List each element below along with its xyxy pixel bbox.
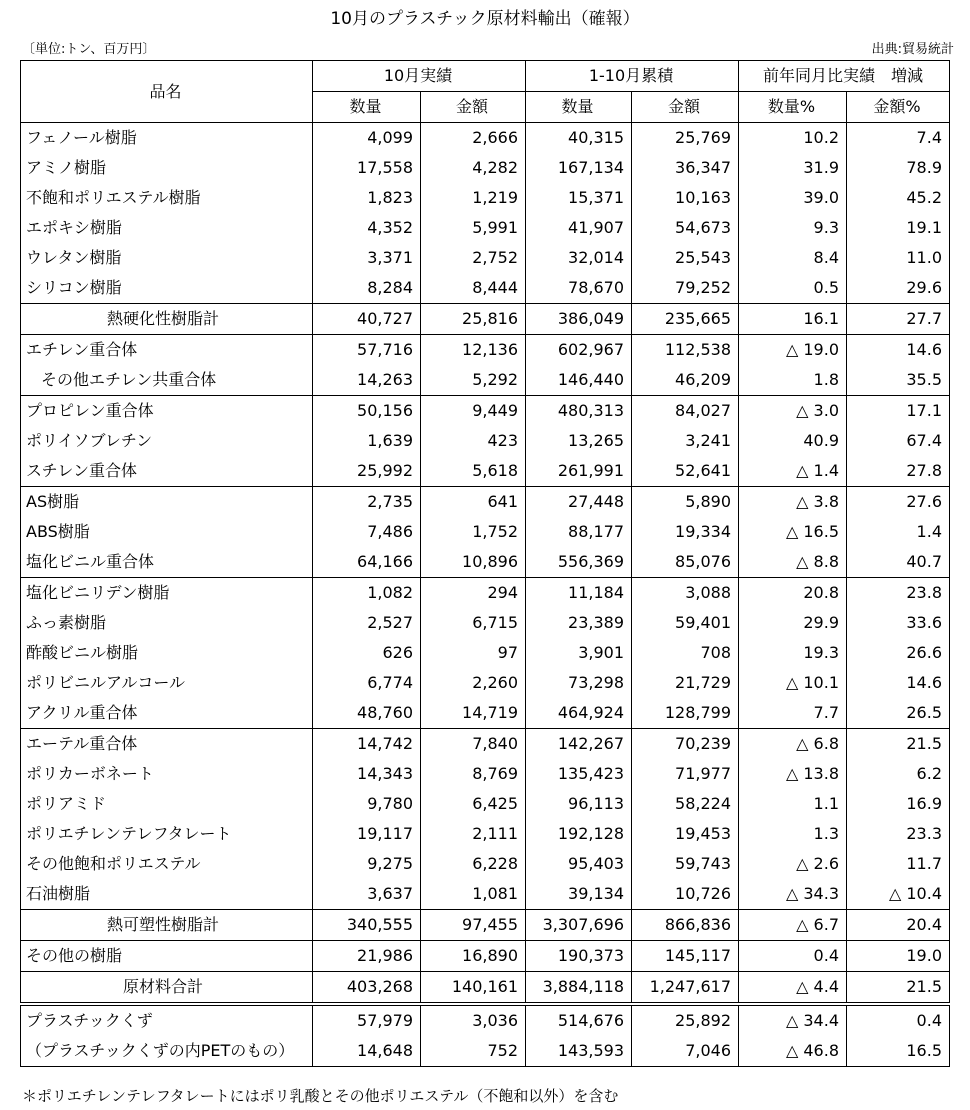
row-name: エポキシ樹脂 (21, 213, 313, 243)
cell-ap: 29.6 (847, 273, 950, 304)
cell-ac: 46,209 (632, 365, 739, 396)
cell-ap: 27.6 (847, 487, 950, 518)
table-row (21, 273, 950, 304)
cell-ap: 35.5 (847, 365, 950, 396)
header-october: 10月実績 (313, 61, 526, 92)
table-row (21, 487, 950, 518)
row-name: エーテル重合体 (21, 729, 313, 760)
cell-q10: 40,727 (313, 304, 421, 335)
cell-qp: 0.4 (739, 941, 847, 972)
header-amt-october: 金額 (421, 92, 526, 123)
cell-qp: 19.3 (739, 638, 847, 668)
cell-ac: 54,673 (632, 213, 739, 243)
cell-a10: 1,081 (421, 879, 526, 910)
cell-q10: 626 (313, 638, 421, 668)
cell-ap: 17.1 (847, 396, 950, 427)
cell-q10: 19,117 (313, 819, 421, 849)
cell-q10: 64,166 (313, 547, 421, 578)
cell-ac: 19,453 (632, 819, 739, 849)
header-qty-october: 数量 (313, 92, 421, 123)
cell-ac: 10,726 (632, 879, 739, 910)
cell-a10: 294 (421, 578, 526, 609)
cell-q10: 2,735 (313, 487, 421, 518)
cell-a10: 4,282 (421, 153, 526, 183)
cell-q10: 57,979 (313, 1004, 421, 1036)
table-row (21, 335, 950, 366)
table-row (21, 183, 950, 213)
cell-qc: 514,676 (526, 1004, 632, 1036)
cell-a10: 1,752 (421, 517, 526, 547)
cell-qc: 480,313 (526, 396, 632, 427)
cell-ap: △ 10.4 (847, 879, 950, 910)
cell-a10: 3,036 (421, 1004, 526, 1036)
cell-ac: 128,799 (632, 698, 739, 729)
cell-ap: 26.6 (847, 638, 950, 668)
cell-ap: 6.2 (847, 759, 950, 789)
cell-a10: 8,769 (421, 759, 526, 789)
row-name: 熱硬化性樹脂計 (21, 304, 313, 335)
cell-a10: 97,455 (421, 910, 526, 941)
row-name: その他エチレン共重合体 (21, 365, 313, 396)
table-row (21, 456, 950, 487)
cell-qc: 142,267 (526, 729, 632, 760)
cell-a10: 6,715 (421, 608, 526, 638)
cell-ap: 14.6 (847, 668, 950, 698)
cell-ac: 59,743 (632, 849, 739, 879)
row-name: スチレン重合体 (21, 456, 313, 487)
row-name: エチレン重合体 (21, 335, 313, 366)
cell-qc: 39,134 (526, 879, 632, 910)
cell-qp: △ 8.8 (739, 547, 847, 578)
table-row (21, 729, 950, 760)
cell-ap: 11.7 (847, 849, 950, 879)
row-name: ポリビニルアルコール (21, 668, 313, 698)
header-amt-cumulative: 金額 (632, 92, 739, 123)
row-name: AS樹脂 (21, 487, 313, 518)
cell-a10: 641 (421, 487, 526, 518)
table-row (21, 547, 950, 578)
header-cumulative: 1-10月累積 (526, 61, 739, 92)
cell-ac: 112,538 (632, 335, 739, 366)
cell-q10: 7,486 (313, 517, 421, 547)
cell-qp: △ 13.8 (739, 759, 847, 789)
cell-a10: 97 (421, 638, 526, 668)
cell-qp: △ 3.0 (739, 396, 847, 427)
row-name: ウレタン樹脂 (21, 243, 313, 273)
cell-q10: 50,156 (313, 396, 421, 427)
cell-ap: 26.5 (847, 698, 950, 729)
table-row (21, 849, 950, 879)
cell-ac: 70,239 (632, 729, 739, 760)
cell-qc: 41,907 (526, 213, 632, 243)
cell-ac: 84,027 (632, 396, 739, 427)
cell-ap: 45.2 (847, 183, 950, 213)
cell-q10: 25,992 (313, 456, 421, 487)
row-name: その他飽和ポリエステル (21, 849, 313, 879)
cell-qc: 11,184 (526, 578, 632, 609)
table-row (21, 608, 950, 638)
table-row (21, 668, 950, 698)
cell-a10: 6,425 (421, 789, 526, 819)
cell-q10: 1,823 (313, 183, 421, 213)
table-row (21, 910, 950, 941)
cell-a10: 423 (421, 426, 526, 456)
cell-qc: 556,369 (526, 547, 632, 578)
cell-q10: 48,760 (313, 698, 421, 729)
cell-a10: 752 (421, 1036, 526, 1067)
cell-ap: 21.5 (847, 972, 950, 1005)
cell-qc: 23,389 (526, 608, 632, 638)
cell-q10: 340,555 (313, 910, 421, 941)
cell-qc: 96,113 (526, 789, 632, 819)
cell-qc: 13,265 (526, 426, 632, 456)
cell-a10: 2,752 (421, 243, 526, 273)
cell-ap: 20.4 (847, 910, 950, 941)
cell-a10: 16,890 (421, 941, 526, 972)
cell-ap: 11.0 (847, 243, 950, 273)
table-row (21, 819, 950, 849)
cell-ap: 67.4 (847, 426, 950, 456)
table-row (21, 941, 950, 972)
cell-ap: 19.0 (847, 941, 950, 972)
row-name: 石油樹脂 (21, 879, 313, 910)
row-name: アミノ樹脂 (21, 153, 313, 183)
row-name: ABS樹脂 (21, 517, 313, 547)
cell-qp: △ 6.8 (739, 729, 847, 760)
cell-ap: 19.1 (847, 213, 950, 243)
cell-qp: △ 34.3 (739, 879, 847, 910)
row-name: ポリイソブレチン (21, 426, 313, 456)
table-row (21, 578, 950, 609)
cell-q10: 14,263 (313, 365, 421, 396)
row-name: ふっ素樹脂 (21, 608, 313, 638)
table-row (21, 972, 950, 1005)
cell-ap: 23.3 (847, 819, 950, 849)
table-row (21, 789, 950, 819)
row-name: ポリカーボネート (21, 759, 313, 789)
source-label: 出典:貿易統計 (871, 42, 954, 57)
cell-q10: 9,780 (313, 789, 421, 819)
cell-ac: 10,163 (632, 183, 739, 213)
cell-q10: 1,639 (313, 426, 421, 456)
cell-ap: 27.8 (847, 456, 950, 487)
cell-a10: 140,161 (421, 972, 526, 1005)
cell-ac: 235,665 (632, 304, 739, 335)
cell-a10: 8,444 (421, 273, 526, 304)
cell-ap: 21.5 (847, 729, 950, 760)
table-row (21, 396, 950, 427)
cell-ap: 23.8 (847, 578, 950, 609)
cell-ac: 59,401 (632, 608, 739, 638)
cell-a10: 10,896 (421, 547, 526, 578)
row-name: 酢酸ビニル樹脂 (21, 638, 313, 668)
cell-qp: 1.3 (739, 819, 847, 849)
cell-q10: 6,774 (313, 668, 421, 698)
table-row (21, 1004, 950, 1036)
cell-q10: 17,558 (313, 153, 421, 183)
cell-qp: △ 10.1 (739, 668, 847, 698)
table-row (21, 243, 950, 273)
cell-qp: 1.1 (739, 789, 847, 819)
cell-qc: 40,315 (526, 123, 632, 154)
cell-qp: △ 34.4 (739, 1004, 847, 1036)
cell-ac: 71,977 (632, 759, 739, 789)
table-row (21, 123, 950, 154)
cell-qp: 20.8 (739, 578, 847, 609)
cell-qc: 78,670 (526, 273, 632, 304)
cell-qp: △ 3.8 (739, 487, 847, 518)
cell-a10: 14,719 (421, 698, 526, 729)
cell-a10: 5,991 (421, 213, 526, 243)
cell-qc: 261,991 (526, 456, 632, 487)
row-name: その他の樹脂 (21, 941, 313, 972)
cell-qp: 31.9 (739, 153, 847, 183)
cell-a10: 25,816 (421, 304, 526, 335)
cell-ap: 16.5 (847, 1036, 950, 1067)
row-name: プロピレン重合体 (21, 396, 313, 427)
cell-qp: 29.9 (739, 608, 847, 638)
cell-a10: 9,449 (421, 396, 526, 427)
table-row (21, 638, 950, 668)
cell-ac: 36,347 (632, 153, 739, 183)
cell-q10: 3,371 (313, 243, 421, 273)
cell-ap: 1.4 (847, 517, 950, 547)
cell-ac: 25,543 (632, 243, 739, 273)
cell-ac: 25,892 (632, 1004, 739, 1036)
cell-qp: △ 46.8 (739, 1036, 847, 1067)
cell-ap: 16.9 (847, 789, 950, 819)
cell-qc: 3,884,118 (526, 972, 632, 1005)
footnote: ＊ポリエチレンテレフタレートにはポリ乳酸とその他ポリエステル（不飽和以外）を含む (22, 1087, 619, 1105)
row-name: ポリエチレンテレフタレート (21, 819, 313, 849)
cell-ac: 85,076 (632, 547, 739, 578)
cell-qc: 386,049 (526, 304, 632, 335)
cell-qp: 16.1 (739, 304, 847, 335)
cell-q10: 14,343 (313, 759, 421, 789)
cell-qc: 146,440 (526, 365, 632, 396)
cell-qc: 3,901 (526, 638, 632, 668)
cell-ac: 19,334 (632, 517, 739, 547)
cell-qc: 143,593 (526, 1036, 632, 1067)
cell-qp: 40.9 (739, 426, 847, 456)
cell-qc: 167,134 (526, 153, 632, 183)
cell-a10: 2,111 (421, 819, 526, 849)
cell-q10: 57,716 (313, 335, 421, 366)
row-name: 塩化ビニリデン樹脂 (21, 578, 313, 609)
cell-qp: 39.0 (739, 183, 847, 213)
cell-a10: 12,136 (421, 335, 526, 366)
row-name: アクリル重合体 (21, 698, 313, 729)
cell-q10: 403,268 (313, 972, 421, 1005)
cell-qp: △ 16.5 (739, 517, 847, 547)
table-row (21, 517, 950, 547)
cell-qc: 3,307,696 (526, 910, 632, 941)
row-name: フェノール樹脂 (21, 123, 313, 154)
header-name: 品名 (21, 61, 313, 123)
table-row (21, 759, 950, 789)
row-name: プラスチックくず (21, 1004, 313, 1036)
header-qty-pct: 数量% (739, 92, 847, 123)
cell-ap: 14.6 (847, 335, 950, 366)
table-row (21, 213, 950, 243)
cell-q10: 21,986 (313, 941, 421, 972)
cell-ac: 5,890 (632, 487, 739, 518)
cell-qp: 8.4 (739, 243, 847, 273)
cell-qp: 9.3 (739, 213, 847, 243)
row-name: 塩化ビニル重合体 (21, 547, 313, 578)
cell-a10: 5,618 (421, 456, 526, 487)
cell-qc: 27,448 (526, 487, 632, 518)
cell-qp: 7.7 (739, 698, 847, 729)
page-title: 10月のプラスチック原材料輸出（確報） (330, 9, 640, 29)
cell-qc: 602,967 (526, 335, 632, 366)
cell-q10: 9,275 (313, 849, 421, 879)
cell-a10: 5,292 (421, 365, 526, 396)
cell-ac: 3,241 (632, 426, 739, 456)
cell-ac: 1,247,617 (632, 972, 739, 1005)
cell-a10: 6,228 (421, 849, 526, 879)
cell-ap: 33.6 (847, 608, 950, 638)
cell-qp: △ 6.7 (739, 910, 847, 941)
cell-a10: 1,219 (421, 183, 526, 213)
cell-qp: △ 19.0 (739, 335, 847, 366)
cell-ap: 78.9 (847, 153, 950, 183)
cell-ac: 708 (632, 638, 739, 668)
cell-qp: 10.2 (739, 123, 847, 154)
table-row (21, 698, 950, 729)
row-name: ポリアミド (21, 789, 313, 819)
cell-qp: 0.5 (739, 273, 847, 304)
cell-a10: 2,666 (421, 123, 526, 154)
cell-q10: 1,082 (313, 578, 421, 609)
cell-ap: 0.4 (847, 1004, 950, 1036)
cell-qc: 135,423 (526, 759, 632, 789)
cell-qc: 15,371 (526, 183, 632, 213)
cell-a10: 7,840 (421, 729, 526, 760)
table-row (21, 153, 950, 183)
cell-qp: △ 2.6 (739, 849, 847, 879)
cell-q10: 14,648 (313, 1036, 421, 1067)
table-row (21, 304, 950, 335)
cell-qc: 464,924 (526, 698, 632, 729)
cell-ac: 52,641 (632, 456, 739, 487)
export-table (20, 60, 950, 1067)
cell-ac: 866,836 (632, 910, 739, 941)
header-yoy: 前年同月比実績 増減 (739, 61, 950, 92)
table-body (21, 123, 950, 1067)
cell-ac: 7,046 (632, 1036, 739, 1067)
cell-q10: 4,099 (313, 123, 421, 154)
table-row (21, 426, 950, 456)
table-row (21, 365, 950, 396)
row-name: 熱可塑性樹脂計 (21, 910, 313, 941)
header-amt-pct: 金額% (847, 92, 950, 123)
cell-ap: 7.4 (847, 123, 950, 154)
unit-label: 〔単位:トン、百万円〕 (22, 42, 156, 57)
cell-q10: 14,742 (313, 729, 421, 760)
header-qty-cumulative: 数量 (526, 92, 632, 123)
row-name: 原材料合計 (21, 972, 313, 1005)
cell-ac: 3,088 (632, 578, 739, 609)
cell-ac: 145,117 (632, 941, 739, 972)
table-row (21, 1036, 950, 1067)
cell-ap: 40.7 (847, 547, 950, 578)
cell-ac: 58,224 (632, 789, 739, 819)
cell-q10: 4,352 (313, 213, 421, 243)
row-name: シリコン樹脂 (21, 273, 313, 304)
cell-q10: 8,284 (313, 273, 421, 304)
cell-qp: 1.8 (739, 365, 847, 396)
row-name: （プラスチックくずの内PETのもの） (21, 1036, 313, 1067)
cell-qc: 190,373 (526, 941, 632, 972)
row-name: 不飽和ポリエステル樹脂 (21, 183, 313, 213)
cell-ap: 27.7 (847, 304, 950, 335)
cell-ac: 21,729 (632, 668, 739, 698)
cell-ac: 79,252 (632, 273, 739, 304)
cell-qc: 32,014 (526, 243, 632, 273)
cell-q10: 2,527 (313, 608, 421, 638)
cell-qc: 73,298 (526, 668, 632, 698)
cell-qp: △ 4.4 (739, 972, 847, 1005)
cell-qc: 88,177 (526, 517, 632, 547)
cell-a10: 2,260 (421, 668, 526, 698)
table-row (21, 879, 950, 910)
cell-qc: 95,403 (526, 849, 632, 879)
cell-qc: 192,128 (526, 819, 632, 849)
cell-qp: △ 1.4 (739, 456, 847, 487)
cell-ac: 25,769 (632, 123, 739, 154)
cell-q10: 3,637 (313, 879, 421, 910)
